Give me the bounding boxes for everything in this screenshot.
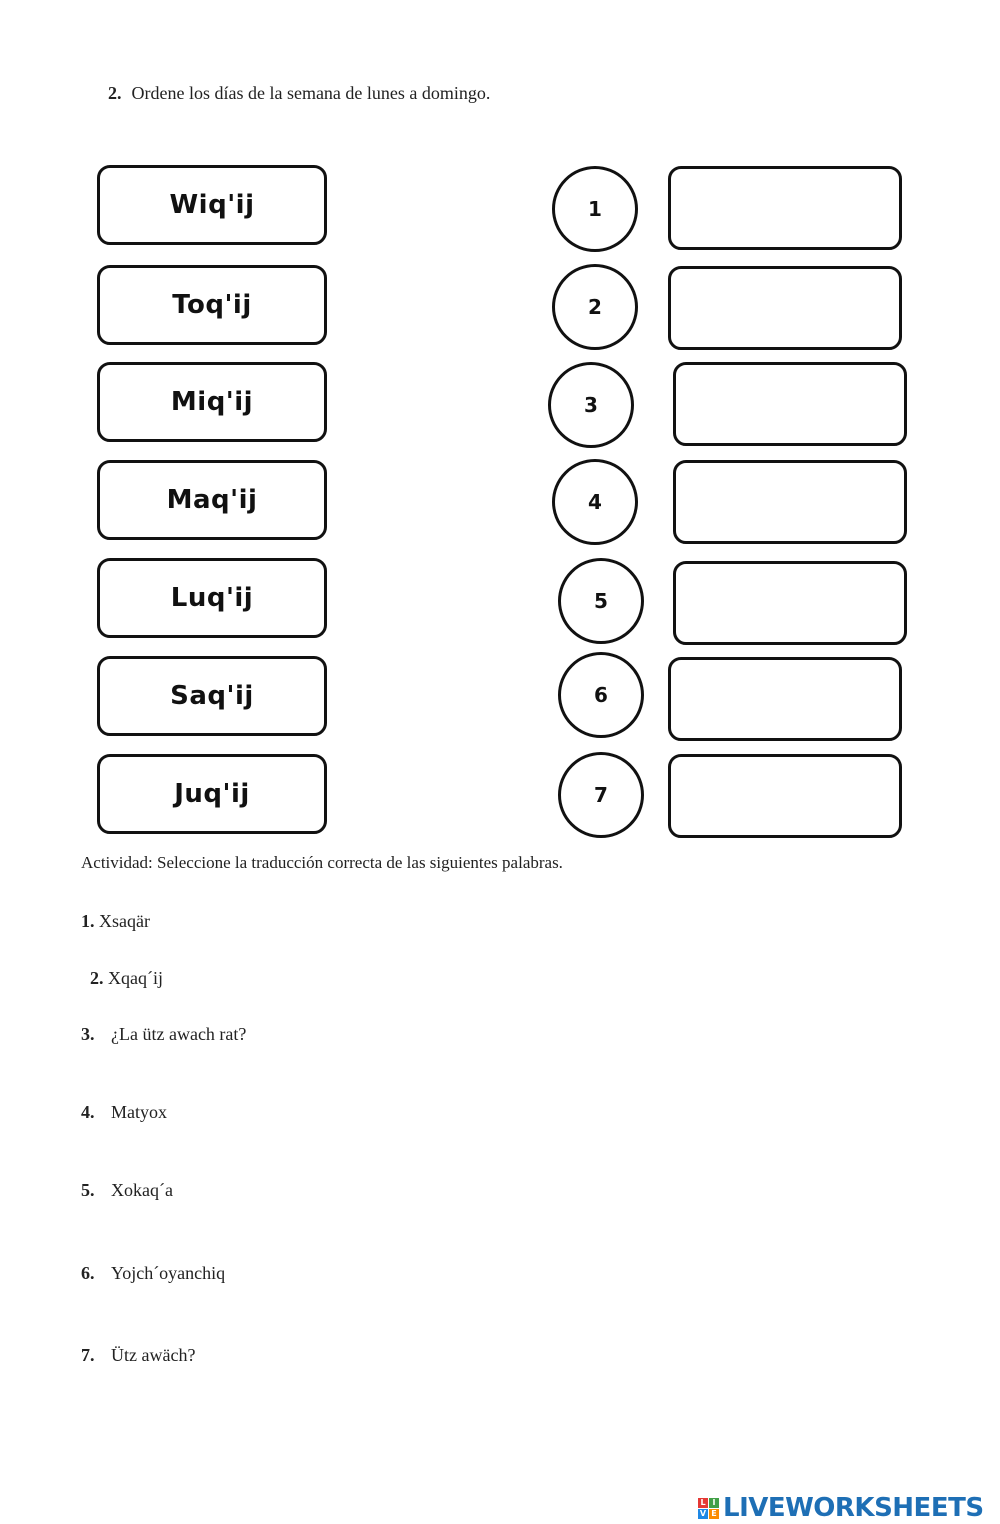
question-number: 6. [81,1263,95,1283]
liveworksheets-logo [698,1492,984,1524]
question-number: 5. [81,1180,95,1200]
question-text: ¿La ütz awach rat? [111,1024,247,1044]
question-item [81,1101,167,1123]
day-word-card[interactable]: Maq'ij [97,460,327,540]
question-item [81,1262,225,1284]
logo-mark-icon: L I V E [698,1498,719,1519]
instruction-number: 2. [108,83,122,103]
question-item [90,967,163,989]
logo-text: LIVEWORKSHEETS [723,1493,984,1523]
question-item [81,1023,246,1045]
answer-drop-box[interactable] [673,460,907,544]
day-word-card[interactable]: Saq'ij [97,656,327,736]
instruction [108,82,490,104]
question-number: 2. [90,968,104,988]
answer-drop-box[interactable] [668,754,902,838]
question-text: Xokaq´a [111,1180,173,1200]
question-item [81,1344,195,1366]
order-number-circle: 2 [552,264,638,350]
question-text: Yojch´oyanchiq [111,1263,226,1283]
order-number-circle: 7 [558,752,644,838]
day-word-card[interactable]: Miq'ij [97,362,327,442]
order-number-circle: 1 [552,166,638,252]
order-number-circle: 5 [558,558,644,644]
day-word-card[interactable]: Luq'ij [97,558,327,638]
order-number-circle: 3 [548,362,634,448]
question-item [81,910,150,932]
question-text: Matyox [111,1102,167,1122]
day-word-card[interactable]: Juq'ij [97,754,327,834]
answer-drop-box[interactable] [668,266,902,350]
question-number: 4. [81,1102,95,1122]
question-text: Ütz awäch? [111,1345,196,1365]
answer-drop-box[interactable] [668,166,902,250]
question-number: 3. [81,1024,95,1044]
answer-drop-box[interactable] [668,657,902,741]
question-number: 7. [81,1345,95,1365]
activity-instruction: Actividad: Seleccione la traducción correcta de las siguientes palabras. [81,853,563,872]
answer-drop-box[interactable] [673,561,907,645]
order-number-circle: 6 [558,652,644,738]
question-text: Xqaq´ij [108,968,163,988]
question-text: Xsaqär [99,911,150,931]
question-number: 1. [81,911,95,931]
question-item [81,1179,173,1201]
day-word-card[interactable]: Wiq'ij [97,165,327,245]
order-number-circle: 4 [552,459,638,545]
day-word-card[interactable]: Toq'ij [97,265,327,345]
instruction-text: Ordene los días de la semana de lunes a domingo. [131,83,491,103]
answer-drop-box[interactable] [673,362,907,446]
